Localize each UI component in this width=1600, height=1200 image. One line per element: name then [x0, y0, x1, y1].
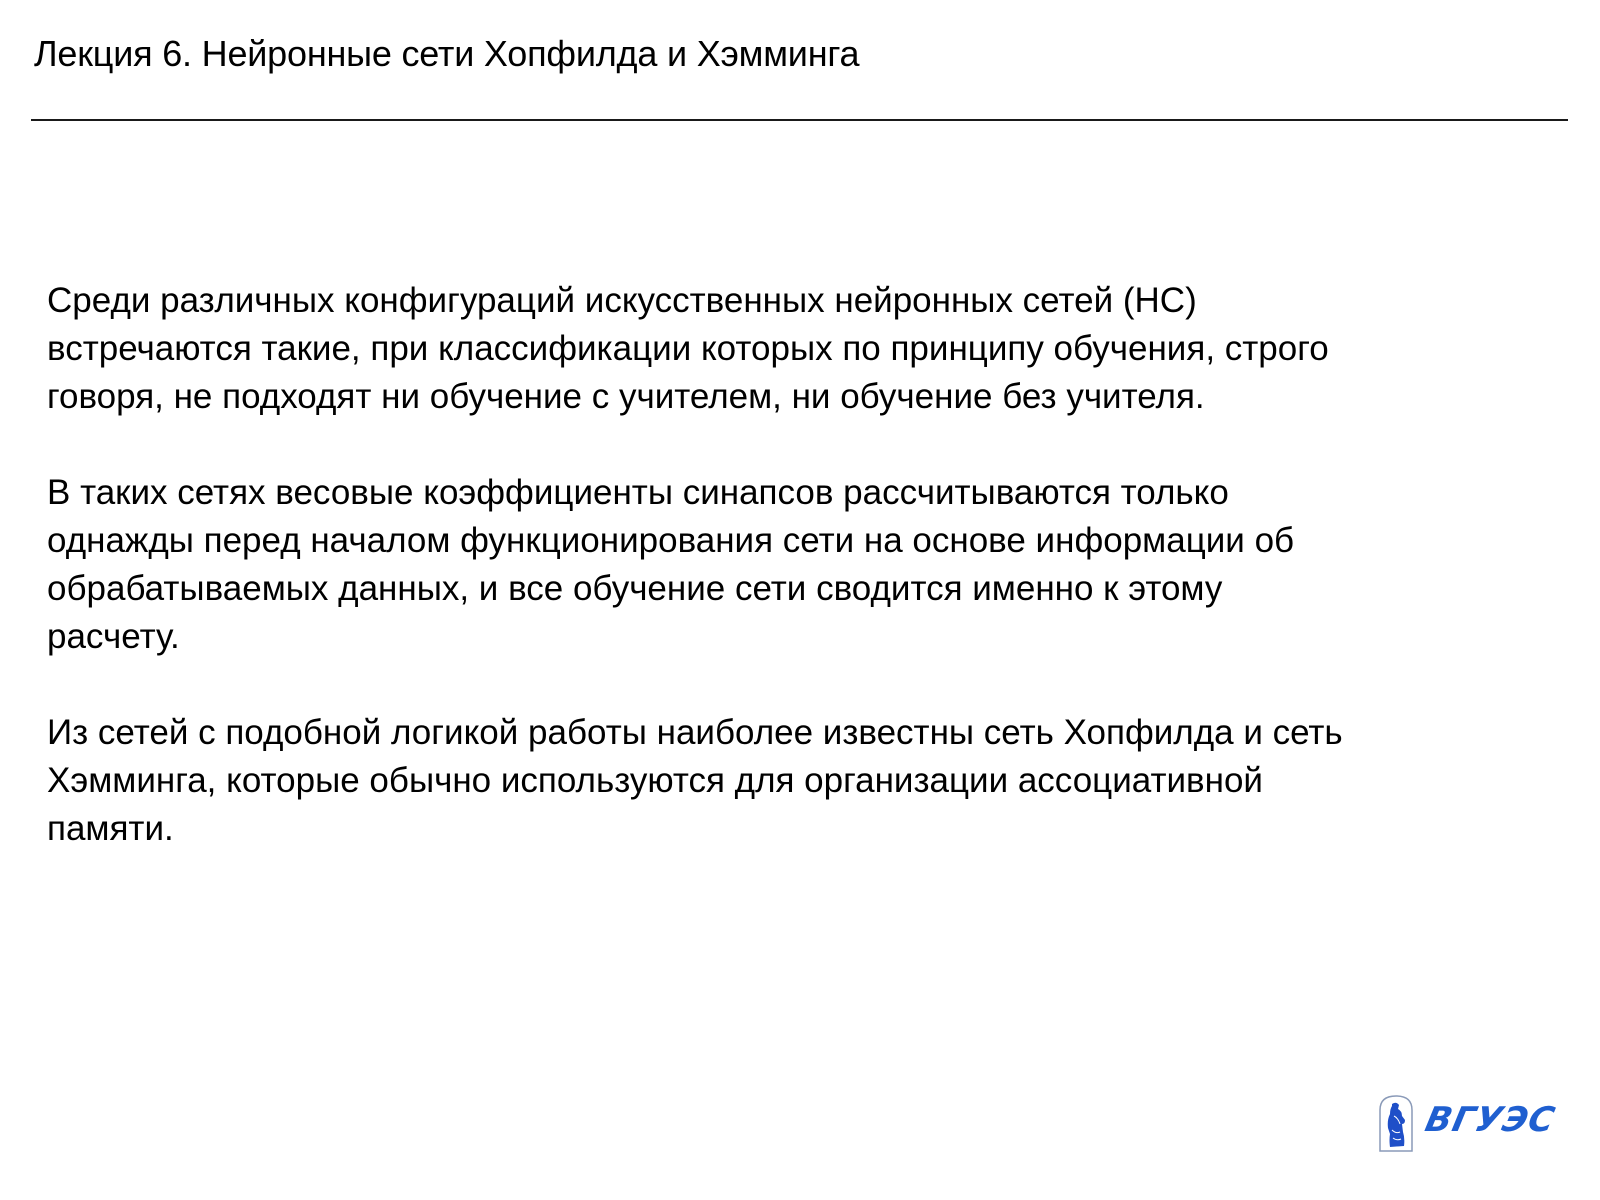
statue-arch-icon — [1378, 1094, 1414, 1152]
text-line: говоря, не подходят ни обучение с учителем, ни обучение без учителя. — [47, 377, 1205, 416]
text-line: Среди различных конфигураций искусственных нейронных сетей (НС) — [47, 281, 1197, 320]
text-line: В таких сетях весовые коэффициенты синапсов рассчитываются только — [47, 473, 1229, 512]
slide-body — [47, 277, 1587, 901]
text-line: встречаются такие, при классификации которых по принципу обучения, строго — [47, 329, 1329, 368]
paragraph-1 — [47, 277, 1587, 421]
paragraph-3 — [47, 709, 1587, 853]
text-line: Хэмминга, которые обычно используются для организации ассоциативной — [47, 761, 1263, 800]
title-divider — [31, 119, 1568, 121]
slide-title: Лекция 6. Нейронные сети Хопфилда и Хэмминга — [34, 33, 860, 74]
text-line: обрабатываемых данных, и все обучение сети сводится именно к этому — [47, 569, 1223, 608]
text-line: Из сетей с подобной логикой работы наиболее известны сеть Хопфилда и сеть — [47, 713, 1343, 752]
university-logo — [1376, 1092, 1576, 1154]
text-line: расчету. — [47, 617, 180, 656]
paragraph-2 — [47, 469, 1587, 661]
logo-text: ВГУЭС — [1421, 1100, 1559, 1140]
text-line: памяти. — [47, 809, 174, 848]
text-line: однажды перед началом функционирования сети на основе информации об — [47, 521, 1295, 560]
